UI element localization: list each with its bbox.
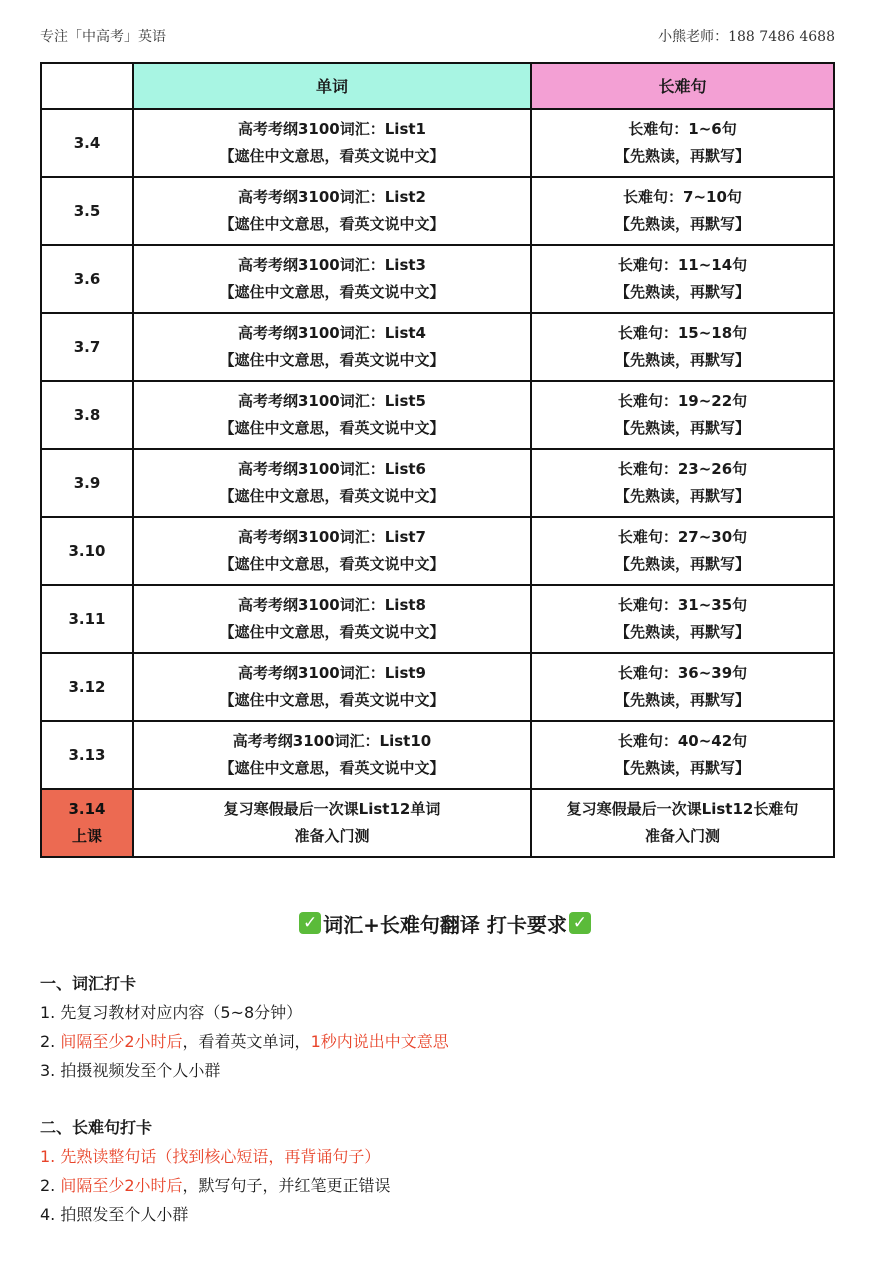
row-long	[531, 109, 834, 177]
table-row	[41, 721, 834, 789]
row-long	[531, 721, 834, 789]
row-date: 3.10	[41, 517, 133, 585]
row-words	[133, 109, 531, 177]
row-long	[531, 245, 834, 313]
brand-text: 专注「中高考」英语	[40, 29, 166, 45]
date-line-1: 3.14	[68, 800, 106, 818]
words-line-2: 【遮住中文意思，看英文说中文】	[219, 759, 445, 777]
words-line-1: 高考考纲3100词汇：List3	[238, 256, 426, 274]
date-line-2: 上课	[71, 827, 102, 845]
check-mark-icon: ✓	[299, 912, 321, 934]
row-date: 3.4	[41, 109, 133, 177]
highlight-text: 间隔至少2小时后	[60, 1176, 183, 1195]
row-date: 3.7	[41, 313, 133, 381]
words-line-1: 高考考纲3100词汇：List2	[238, 188, 426, 206]
row-long	[531, 381, 834, 449]
words-line-1: 高考考纲3100词汇：List8	[238, 596, 426, 614]
row-date: 3.11	[41, 585, 133, 653]
row-words	[133, 313, 531, 381]
check-mark-icon: ✓	[569, 912, 591, 934]
words-line-1: 高考考纲3100词汇：List7	[238, 528, 426, 546]
words-line-1: 高考考纲3100词汇：List10	[232, 732, 432, 750]
long-line-1: 长难句：1~6句	[628, 120, 737, 138]
long-line-2: 【先熟读，再默写】	[614, 147, 750, 165]
words-line-2: 【遮住中文意思，看英文说中文】	[219, 555, 445, 573]
long-line-2: 【先熟读，再默写】	[614, 691, 750, 709]
table-row	[41, 313, 834, 381]
table-row	[41, 585, 834, 653]
words-line-2: 准备入门测	[294, 827, 370, 845]
row-date: 3.12	[41, 653, 133, 721]
list-item	[40, 1027, 840, 1056]
row-long	[531, 789, 834, 857]
list-item: 3. 拍摄视频发至个人小群	[40, 1061, 221, 1080]
table-row	[41, 245, 834, 313]
row-date: 3.8	[41, 381, 133, 449]
requirements-title	[0, 903, 890, 943]
words-line-1: 高考考纲3100词汇：List5	[238, 392, 426, 410]
header-words: 单词	[133, 63, 531, 109]
long-line-1: 长难句：40~42句	[617, 732, 748, 750]
row-words	[133, 449, 531, 517]
table-header-row	[41, 63, 834, 109]
sentence-checkin-section	[40, 1114, 840, 1229]
words-line-2: 【遮住中文意思，看英文说中文】	[219, 283, 445, 301]
words-line-2: 【遮住中文意思，看英文说中文】	[219, 419, 445, 437]
row-words	[133, 381, 531, 449]
item-number: 2.	[40, 1032, 61, 1051]
table-row	[41, 653, 834, 721]
long-line-1: 长难句：15~18句	[617, 324, 748, 342]
item-number: 2.	[40, 1176, 61, 1195]
row-date: 3.9	[41, 449, 133, 517]
long-line-1: 长难句：19~22句	[617, 392, 748, 410]
section-heading: 二、长难句打卡	[40, 1118, 153, 1137]
header-long-sentences: 长难句	[531, 63, 834, 109]
list-item	[40, 1171, 840, 1200]
table-row	[41, 381, 834, 449]
row-long	[531, 585, 834, 653]
row-long	[531, 449, 834, 517]
row-words	[133, 653, 531, 721]
list-item: 4. 拍照发至个人小群	[40, 1205, 189, 1224]
highlight-text: 1秒内说出中文意思	[310, 1032, 449, 1051]
long-line-2: 【先熟读，再默写】	[614, 215, 750, 233]
words-line-1: 高考考纲3100词汇：List4	[238, 324, 426, 342]
table-row	[41, 449, 834, 517]
section-heading: 一、词汇打卡	[40, 974, 137, 993]
words-line-1: 高考考纲3100词汇：List9	[238, 664, 426, 682]
words-line-1: 高考考纲3100词汇：List1	[238, 120, 426, 138]
row-words	[133, 245, 531, 313]
row-words	[133, 517, 531, 585]
long-line-2: 【先熟读，再默写】	[614, 419, 750, 437]
words-line-2: 【遮住中文意思，看英文说中文】	[219, 691, 445, 709]
long-line-2: 【先熟读，再默写】	[614, 555, 750, 573]
highlight-text: 间隔至少2小时后	[60, 1032, 183, 1051]
long-line-1: 长难句：36~39句	[617, 664, 748, 682]
long-line-1: 长难句：27~30句	[617, 528, 748, 546]
long-line-1: 复习寒假最后一次课List12长难句	[566, 800, 799, 818]
table-row	[41, 177, 834, 245]
table-row	[41, 517, 834, 585]
long-line-1: 长难句：7~10句	[623, 188, 742, 206]
row-date: 3.13	[41, 721, 133, 789]
item-text: ，默写句子，并红笔更正错误	[182, 1176, 391, 1195]
row-long	[531, 653, 834, 721]
requirements-title-text: 词汇+长难句翻译 打卡要求	[323, 912, 567, 937]
row-words	[133, 177, 531, 245]
words-line-2: 【遮住中文意思，看英文说中文】	[219, 215, 445, 233]
row-words	[133, 585, 531, 653]
long-line-2: 【先熟读，再默写】	[614, 623, 750, 641]
long-line-2: 【先熟读，再默写】	[614, 759, 750, 777]
row-words	[133, 721, 531, 789]
row-long	[531, 517, 834, 585]
row-long	[531, 313, 834, 381]
row-date: 3.5	[41, 177, 133, 245]
long-line-2: 准备入门测	[644, 827, 720, 845]
words-line-2: 【遮住中文意思，看英文说中文】	[219, 351, 445, 369]
teacher-contact: 小熊老师：188 7486 4688	[658, 29, 835, 45]
highlight-text: 先熟读整句话（找到核心短语，再背诵句子）	[60, 1147, 381, 1166]
long-line-2: 【先熟读，再默写】	[614, 351, 750, 369]
list-item: 1. 先复习教材对应内容（5~8分钟）	[40, 1003, 303, 1022]
row-long	[531, 177, 834, 245]
words-line-2: 【遮住中文意思，看英文说中文】	[219, 623, 445, 641]
table-row-class-day	[41, 789, 834, 857]
row-words	[133, 789, 531, 857]
words-line-1: 高考考纲3100词汇：List6	[238, 460, 426, 478]
page-header	[40, 24, 835, 48]
long-line-1: 长难句：23~26句	[617, 460, 748, 478]
study-plan-table	[40, 62, 835, 858]
vocab-checkin-section	[40, 970, 840, 1085]
long-line-2: 【先熟读，再默写】	[614, 487, 750, 505]
row-date-highlighted	[41, 789, 133, 857]
table-row	[41, 109, 834, 177]
item-text: ，看着英文单词，	[182, 1032, 311, 1051]
words-line-1: 复习寒假最后一次课List12单词	[223, 800, 441, 818]
long-line-2: 【先熟读，再默写】	[614, 283, 750, 301]
row-date: 3.6	[41, 245, 133, 313]
list-item	[40, 1142, 840, 1171]
words-line-2: 【遮住中文意思，看英文说中文】	[219, 487, 445, 505]
item-number: 1.	[40, 1147, 61, 1166]
long-line-1: 长难句：11~14句	[617, 256, 748, 274]
header-date	[41, 63, 133, 109]
words-line-2: 【遮住中文意思，看英文说中文】	[219, 147, 445, 165]
long-line-1: 长难句：31~35句	[617, 596, 748, 614]
